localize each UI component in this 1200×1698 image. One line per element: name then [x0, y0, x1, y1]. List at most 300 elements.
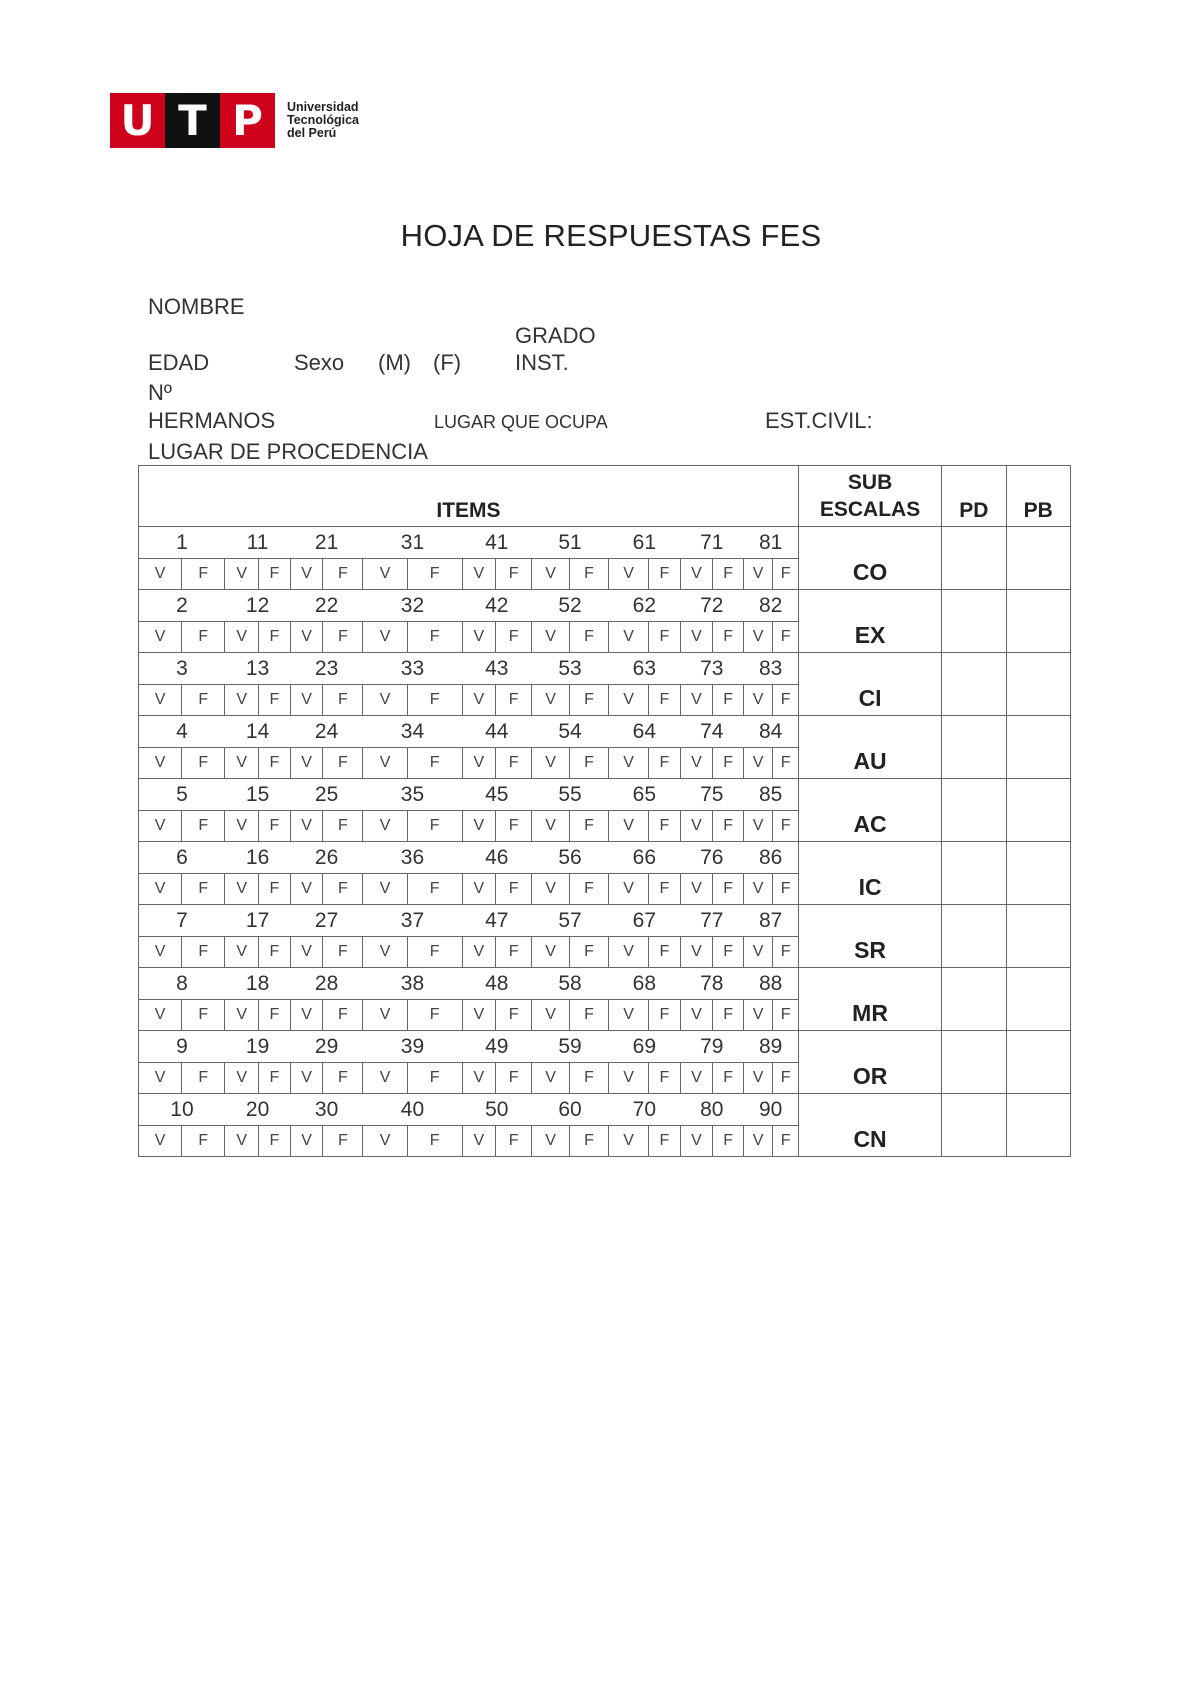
field-procedencia: LUGAR DE PROCEDENCIA [148, 439, 428, 464]
logo-line-2: Tecnológica [287, 113, 360, 127]
pd-cell[interactable] [942, 716, 1006, 779]
answer-f-box[interactable]: F [773, 1063, 799, 1094]
subescalas-line-1: SUB [847, 471, 893, 494]
answer-f-box[interactable]: F [570, 559, 609, 590]
answer-f-box[interactable]: F [182, 1126, 225, 1157]
answer-v-box[interactable]: V [680, 748, 713, 779]
answer-v-box[interactable]: V [363, 622, 407, 653]
item-number: 23 [290, 653, 363, 685]
answer-f-box[interactable]: F [713, 748, 744, 779]
field-nombre: NOMBRE [148, 294, 245, 319]
answer-f-box[interactable]: F [570, 1126, 609, 1157]
answer-f-box[interactable]: F [182, 748, 225, 779]
item-number: 78 [680, 968, 743, 1000]
subscale-label: OR [798, 1031, 941, 1094]
answer-v-box[interactable]: V [532, 622, 570, 653]
answer-f-box[interactable]: F [496, 685, 532, 716]
subscale-label: CO [798, 527, 941, 590]
item-number: 52 [532, 590, 609, 622]
answer-v-box[interactable]: V [363, 748, 407, 779]
answer-f-box[interactable]: F [182, 1000, 225, 1031]
answer-v-box[interactable]: V [532, 1063, 570, 1094]
item-number: 3 [139, 653, 225, 685]
pb-cell[interactable] [1006, 842, 1070, 905]
answer-f-box[interactable]: F [259, 874, 291, 905]
item-number: 56 [532, 842, 609, 874]
answer-v-box[interactable]: V [532, 685, 570, 716]
answer-v-box[interactable]: V [462, 1126, 496, 1157]
answer-f-box[interactable]: F [182, 811, 225, 842]
item-number: 10 [139, 1094, 225, 1126]
answer-v-box[interactable]: V [743, 811, 773, 842]
answer-f-box[interactable]: F [570, 1000, 609, 1031]
answer-f-box[interactable]: F [182, 937, 225, 968]
answer-v-box[interactable]: V [139, 1000, 182, 1031]
answer-f-box[interactable]: F [259, 1126, 291, 1157]
answer-f-box[interactable]: F [773, 1126, 799, 1157]
pb-cell[interactable] [1006, 716, 1070, 779]
answer-f-box[interactable]: F [407, 937, 462, 968]
item-number-row [139, 968, 1071, 1000]
answer-v-box[interactable]: V [290, 559, 323, 590]
item-number: 4 [139, 716, 225, 748]
item-number: 68 [609, 968, 681, 1000]
answer-v-box[interactable]: V [139, 685, 182, 716]
item-number: 70 [609, 1094, 681, 1126]
item-number: 35 [363, 779, 462, 811]
item-number: 16 [225, 842, 290, 874]
pb-cell[interactable] [1006, 968, 1070, 1031]
item-number: 61 [609, 527, 681, 559]
subscale-label: IC [798, 842, 941, 905]
item-number: 67 [609, 905, 681, 937]
answer-v-box[interactable]: V [532, 559, 570, 590]
answer-v-box[interactable]: V [363, 874, 407, 905]
answer-f-box[interactable]: F [649, 685, 681, 716]
answer-f-box[interactable]: F [323, 748, 363, 779]
subscale-label: SR [798, 905, 941, 968]
answer-v-box[interactable]: V [225, 937, 259, 968]
answer-f-box[interactable]: F [496, 1063, 532, 1094]
subscale-label: AC [798, 779, 941, 842]
answer-v-box[interactable]: V [462, 937, 496, 968]
answer-v-box[interactable]: V [290, 1063, 323, 1094]
answer-v-box[interactable]: V [290, 937, 323, 968]
item-number: 30 [290, 1094, 363, 1126]
answer-f-box[interactable]: F [182, 874, 225, 905]
pb-header: PB [1006, 466, 1070, 527]
answer-f-box[interactable]: F [773, 559, 799, 590]
item-number: 57 [532, 905, 609, 937]
answer-v-box[interactable]: V [139, 559, 182, 590]
answer-f-box[interactable]: F [773, 1000, 799, 1031]
item-number: 69 [609, 1031, 681, 1063]
item-number: 17 [225, 905, 290, 937]
item-number: 32 [363, 590, 462, 622]
answer-v-box[interactable]: V [532, 874, 570, 905]
answer-v-box[interactable]: V [290, 811, 323, 842]
answer-f-box[interactable]: F [259, 559, 291, 590]
answer-v-box[interactable]: V [680, 622, 713, 653]
answer-f-box[interactable]: F [713, 622, 744, 653]
utp-logo [110, 93, 359, 148]
answer-v-box[interactable]: V [743, 559, 773, 590]
answer-v-box[interactable]: V [680, 1126, 713, 1157]
item-number: 84 [743, 716, 798, 748]
answer-v-box[interactable]: V [680, 1000, 713, 1031]
item-number: 71 [680, 527, 743, 559]
answer-v-box[interactable]: V [462, 1063, 496, 1094]
item-number: 48 [462, 968, 532, 1000]
logo-line-1: Universidad [287, 100, 359, 114]
pd-cell[interactable] [942, 527, 1006, 590]
item-number: 14 [225, 716, 290, 748]
answer-v-box[interactable]: V [290, 1000, 323, 1031]
answer-f-box[interactable]: F [649, 559, 681, 590]
subescalas-header [798, 466, 941, 527]
answer-f-box[interactable]: F [407, 1063, 462, 1094]
item-number-row [139, 842, 1071, 874]
pb-cell[interactable] [1006, 1031, 1070, 1094]
answer-v-box[interactable]: V [743, 622, 773, 653]
answer-f-box[interactable]: F [713, 937, 744, 968]
answer-v-box[interactable]: V [225, 748, 259, 779]
answer-v-box[interactable]: V [225, 1063, 259, 1094]
answer-f-box[interactable]: F [496, 1126, 532, 1157]
answer-v-box[interactable]: V [225, 685, 259, 716]
item-number: 55 [532, 779, 609, 811]
item-number: 11 [225, 527, 290, 559]
pd-cell[interactable] [942, 1031, 1006, 1094]
answer-v-box[interactable]: V [609, 1063, 649, 1094]
answer-f-box[interactable]: F [713, 874, 744, 905]
pd-cell[interactable] [942, 905, 1006, 968]
pd-cell[interactable] [942, 779, 1006, 842]
answer-v-box[interactable]: V [462, 685, 496, 716]
answer-f-box[interactable]: F [259, 748, 291, 779]
item-number: 47 [462, 905, 532, 937]
pd-cell[interactable] [942, 968, 1006, 1031]
answer-v-box[interactable]: V [743, 1063, 773, 1094]
answer-v-box[interactable]: V [609, 559, 649, 590]
item-number: 75 [680, 779, 743, 811]
pb-cell[interactable] [1006, 653, 1070, 716]
answer-f-box[interactable]: F [649, 1063, 681, 1094]
answer-f-box[interactable]: F [323, 874, 363, 905]
item-number: 42 [462, 590, 532, 622]
answer-f-box[interactable]: F [407, 622, 462, 653]
field-hermanos: HERMANOS [148, 408, 276, 433]
answer-v-box[interactable]: V [680, 685, 713, 716]
answer-v-box[interactable]: V [532, 748, 570, 779]
answer-f-box[interactable]: F [407, 559, 462, 590]
item-number: 34 [363, 716, 462, 748]
item-number-row [139, 590, 1071, 622]
field-sexo: Sexo [294, 350, 345, 375]
answer-v-box[interactable]: V [609, 685, 649, 716]
answer-f-box[interactable]: F [323, 685, 363, 716]
answer-f-box[interactable]: F [496, 559, 532, 590]
answer-v-box[interactable]: V [609, 1000, 649, 1031]
answer-f-box[interactable]: F [407, 748, 462, 779]
logo-letter-u: U [110, 93, 165, 148]
item-number: 22 [290, 590, 363, 622]
logo-text [287, 101, 359, 140]
answer-f-box[interactable]: F [323, 1000, 363, 1031]
item-number: 33 [363, 653, 462, 685]
answer-v-box[interactable]: V [139, 748, 182, 779]
item-number: 89 [743, 1031, 798, 1063]
answer-f-box[interactable]: F [570, 622, 609, 653]
item-number: 76 [680, 842, 743, 874]
item-number: 27 [290, 905, 363, 937]
answer-f-box[interactable]: F [496, 874, 532, 905]
answer-f-box[interactable]: F [773, 937, 799, 968]
answer-v-box[interactable]: V [139, 811, 182, 842]
answer-v-box[interactable]: V [363, 937, 407, 968]
answer-v-box[interactable]: V [743, 874, 773, 905]
item-number: 36 [363, 842, 462, 874]
item-number: 72 [680, 590, 743, 622]
answer-f-box[interactable]: F [182, 559, 225, 590]
answer-v-box[interactable]: V [609, 622, 649, 653]
answer-v-box[interactable]: V [462, 811, 496, 842]
answer-v-box[interactable]: V [139, 1063, 182, 1094]
item-number: 90 [743, 1094, 798, 1126]
answer-f-box[interactable]: F [570, 874, 609, 905]
answer-f-box[interactable]: F [649, 937, 681, 968]
item-number: 60 [532, 1094, 609, 1126]
answer-f-box[interactable]: F [323, 559, 363, 590]
answer-f-box[interactable]: F [713, 811, 744, 842]
answer-v-box[interactable]: V [363, 1126, 407, 1157]
answer-f-box[interactable]: F [496, 622, 532, 653]
item-number: 49 [462, 1031, 532, 1063]
answer-v-box[interactable]: V [363, 1000, 407, 1031]
item-number: 63 [609, 653, 681, 685]
answer-f-box[interactable]: F [649, 748, 681, 779]
answer-v-box[interactable]: V [743, 685, 773, 716]
field-est-civil: EST.CIVIL: [765, 408, 873, 433]
answer-v-box[interactable]: V [225, 622, 259, 653]
item-number: 65 [609, 779, 681, 811]
logo-letter-p: P [220, 93, 275, 148]
answer-f-box[interactable]: F [259, 622, 291, 653]
answer-f-box[interactable]: F [570, 685, 609, 716]
answer-f-box[interactable]: F [649, 622, 681, 653]
item-number: 26 [290, 842, 363, 874]
answer-f-box[interactable]: F [773, 622, 799, 653]
answer-v-box[interactable]: V [290, 685, 323, 716]
item-number: 53 [532, 653, 609, 685]
items-header: ITEMS [139, 466, 799, 527]
answer-v-box[interactable]: V [462, 874, 496, 905]
answer-v-box[interactable]: V [363, 1063, 407, 1094]
answer-f-box[interactable]: F [407, 1000, 462, 1031]
answer-v-box[interactable]: V [363, 685, 407, 716]
item-number: 29 [290, 1031, 363, 1063]
answer-v-box[interactable]: V [225, 559, 259, 590]
item-number: 21 [290, 527, 363, 559]
answer-f-box[interactable]: F [713, 1063, 744, 1094]
answer-v-box[interactable]: V [609, 748, 649, 779]
answer-f-box[interactable]: F [713, 559, 744, 590]
field-lugar-ocupa: LUGAR QUE OCUPA [434, 412, 608, 432]
answer-v-box[interactable]: V [139, 937, 182, 968]
answer-v-box[interactable]: V [743, 748, 773, 779]
item-number-row [139, 1094, 1071, 1126]
item-number: 8 [139, 968, 225, 1000]
answer-v-box[interactable]: V [680, 1063, 713, 1094]
answer-f-box[interactable]: F [259, 685, 291, 716]
item-number: 77 [680, 905, 743, 937]
answer-v-box[interactable]: V [680, 559, 713, 590]
answer-f-box[interactable]: F [323, 811, 363, 842]
answer-f-box[interactable]: F [649, 811, 681, 842]
answer-f-box[interactable]: F [323, 1063, 363, 1094]
answer-f-box[interactable]: F [713, 685, 744, 716]
pd-cell[interactable] [942, 653, 1006, 716]
item-number: 2 [139, 590, 225, 622]
item-number: 86 [743, 842, 798, 874]
answer-v-box[interactable]: V [225, 811, 259, 842]
item-number-row [139, 779, 1071, 811]
item-number: 46 [462, 842, 532, 874]
answer-f-box[interactable]: F [713, 1126, 744, 1157]
item-number: 37 [363, 905, 462, 937]
answer-table [138, 465, 1071, 1157]
pb-cell[interactable] [1006, 905, 1070, 968]
item-number: 81 [743, 527, 798, 559]
item-number: 9 [139, 1031, 225, 1063]
answer-f-box[interactable]: F [182, 685, 225, 716]
answer-v-box[interactable]: V [609, 1126, 649, 1157]
answer-v-box[interactable]: V [532, 1126, 570, 1157]
item-number: 7 [139, 905, 225, 937]
answer-f-box[interactable]: F [407, 874, 462, 905]
answer-f-box[interactable]: F [259, 937, 291, 968]
pb-cell[interactable] [1006, 590, 1070, 653]
item-number: 19 [225, 1031, 290, 1063]
answer-v-box[interactable]: V [462, 748, 496, 779]
answer-v-box[interactable]: V [139, 874, 182, 905]
answer-v-box[interactable]: V [532, 1000, 570, 1031]
answer-f-box[interactable]: F [407, 685, 462, 716]
answer-f-box[interactable]: F [773, 685, 799, 716]
answer-v-box[interactable]: V [225, 1000, 259, 1031]
answer-f-box[interactable]: F [773, 811, 799, 842]
answer-f-box[interactable]: F [323, 937, 363, 968]
answer-f-box[interactable]: F [407, 1126, 462, 1157]
answer-f-box[interactable]: F [259, 1000, 291, 1031]
answer-f-box[interactable]: F [570, 811, 609, 842]
answer-v-box[interactable]: V [532, 937, 570, 968]
item-number-row [139, 527, 1071, 559]
answer-f-box[interactable]: F [773, 874, 799, 905]
answer-v-box[interactable]: V [139, 622, 182, 653]
item-number: 45 [462, 779, 532, 811]
answer-f-box[interactable]: F [570, 1063, 609, 1094]
answer-v-box[interactable]: V [290, 748, 323, 779]
answer-f-box[interactable]: F [323, 622, 363, 653]
item-number: 5 [139, 779, 225, 811]
pd-cell[interactable] [942, 590, 1006, 653]
answer-f-box[interactable]: F [570, 937, 609, 968]
answer-v-box[interactable]: V [609, 811, 649, 842]
item-number: 1 [139, 527, 225, 559]
pb-cell[interactable] [1006, 1094, 1070, 1157]
item-number: 59 [532, 1031, 609, 1063]
answer-f-box[interactable]: F [649, 1126, 681, 1157]
pd-cell[interactable] [942, 842, 1006, 905]
item-number: 85 [743, 779, 798, 811]
answer-v-box[interactable]: V [743, 937, 773, 968]
option-m: (M) [378, 350, 411, 375]
item-number: 31 [363, 527, 462, 559]
answer-v-box[interactable]: V [680, 937, 713, 968]
subscale-label: MR [798, 968, 941, 1031]
answer-v-box[interactable]: V [743, 1000, 773, 1031]
answer-f-box[interactable]: F [323, 1126, 363, 1157]
answer-v-box[interactable]: V [290, 622, 323, 653]
answer-f-box[interactable]: F [407, 811, 462, 842]
table-header-row [139, 466, 1071, 527]
answer-v-box[interactable]: V [290, 1126, 323, 1157]
answer-f-box[interactable]: F [773, 748, 799, 779]
answer-f-box[interactable]: F [496, 811, 532, 842]
answer-f-box[interactable]: F [182, 622, 225, 653]
answer-v-box[interactable]: V [363, 811, 407, 842]
pb-cell[interactable] [1006, 527, 1070, 590]
item-number: 79 [680, 1031, 743, 1063]
item-number: 50 [462, 1094, 532, 1126]
answer-v-box[interactable]: V [532, 811, 570, 842]
pb-cell[interactable] [1006, 779, 1070, 842]
answer-v-box[interactable]: V [680, 874, 713, 905]
answer-v-box[interactable]: V [462, 622, 496, 653]
answer-v-box[interactable]: V [609, 937, 649, 968]
answer-v-box[interactable]: V [139, 1126, 182, 1157]
answer-f-box[interactable]: F [570, 748, 609, 779]
item-number: 80 [680, 1094, 743, 1126]
answer-f-box[interactable]: F [649, 1000, 681, 1031]
answer-v-box[interactable]: V [290, 874, 323, 905]
answer-v-box[interactable]: V [225, 874, 259, 905]
answer-v-box[interactable]: V [363, 559, 407, 590]
item-number: 13 [225, 653, 290, 685]
answer-v-box[interactable]: V [462, 559, 496, 590]
answer-f-box[interactable]: F [182, 1063, 225, 1094]
answer-f-box[interactable]: F [713, 1000, 744, 1031]
item-number: 28 [290, 968, 363, 1000]
item-number-row [139, 1031, 1071, 1063]
answer-f-box[interactable]: F [496, 748, 532, 779]
answer-v-box[interactable]: V [609, 874, 649, 905]
answer-v-box[interactable]: V [225, 1126, 259, 1157]
answer-v-box[interactable]: V [462, 1000, 496, 1031]
answer-f-box[interactable]: F [496, 1000, 532, 1031]
answer-v-box[interactable]: V [743, 1126, 773, 1157]
pd-cell[interactable] [942, 1094, 1006, 1157]
item-number: 43 [462, 653, 532, 685]
answer-f-box[interactable]: F [259, 811, 291, 842]
answer-f-box[interactable]: F [259, 1063, 291, 1094]
item-number: 66 [609, 842, 681, 874]
answer-f-box[interactable]: F [496, 937, 532, 968]
answer-v-box[interactable]: V [680, 811, 713, 842]
answer-f-box[interactable]: F [649, 874, 681, 905]
pd-header: PD [942, 466, 1006, 527]
